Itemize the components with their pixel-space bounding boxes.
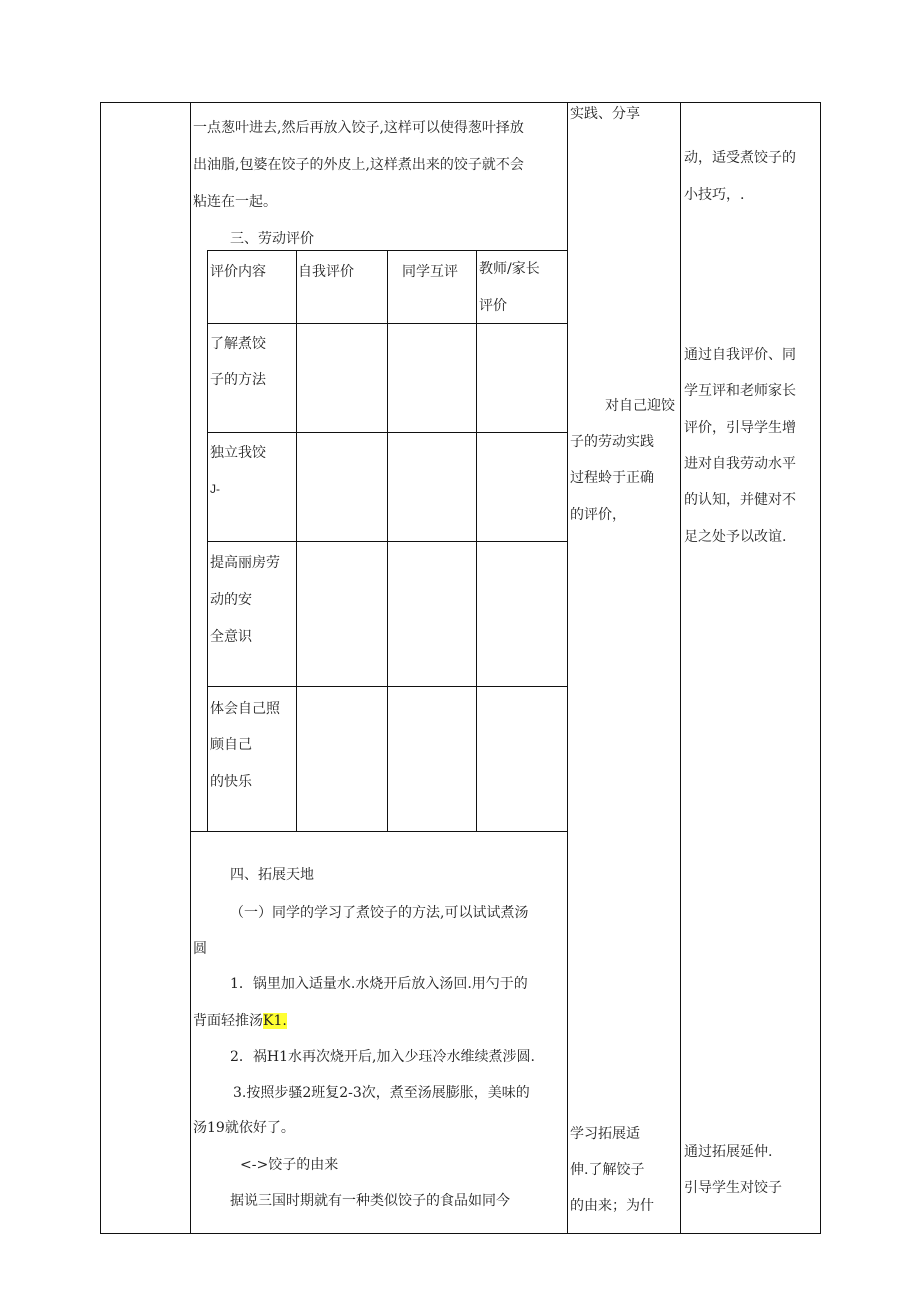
eval-row-2-line-2: J- xyxy=(210,482,220,496)
step1-line-1: 1．锅里加入适量水.水烧开后放入汤回.用勺于的 xyxy=(230,976,528,992)
col-divider-1 xyxy=(190,102,191,1234)
eval-table-bottom xyxy=(190,831,567,832)
col4-mid-line-3: 评价，引导学生增 xyxy=(684,420,796,436)
table-left-border xyxy=(100,102,101,1234)
step3-line-1: 3.按照步骚2班复2-3次，煮至汤展膨胀，美味的 xyxy=(233,1085,530,1101)
col-divider-3 xyxy=(680,102,681,1234)
step1-highlight: K1. xyxy=(263,1013,287,1029)
eval-row-4-line-1: 体会自己照 xyxy=(210,701,280,717)
eval-row-3-line-1: 提高丽房劳 xyxy=(210,555,280,571)
eval-row-4-line-3: 的快乐 xyxy=(210,774,252,790)
col4-mid-line-6: 足之处予以改谊. xyxy=(684,529,787,545)
col4-bottom-line-1: 通过拓展延仲. xyxy=(684,1144,773,1160)
eval-table-left xyxy=(207,250,208,831)
table-top-border xyxy=(100,102,820,103)
eval-header-peer: 同学互评 xyxy=(402,264,458,280)
step1-line-2 xyxy=(193,1011,287,1031)
col3-mid-line-1: 对自己迎饺 xyxy=(605,398,675,414)
para-last: 据说三国时期就有一种类似饺子的食品如同今 xyxy=(230,1193,510,1209)
sub1-line-2: 圆 xyxy=(193,941,207,957)
para1-line-2: 出油脂,包婆在饺子的外皮上,这样煮出来的饺子就不会 xyxy=(193,157,524,173)
step3-line-2: 汤19就依好了。 xyxy=(193,1120,295,1136)
eval-table-col-1 xyxy=(296,250,297,831)
section3-title: 三、劳动评价 xyxy=(230,231,314,247)
col3-mid-line-2: 子的劳动实践 xyxy=(570,434,654,450)
table-bottom-border xyxy=(100,1233,820,1234)
col3-bottom-line-2: 伸.了解饺子 xyxy=(570,1162,645,1178)
eval-row-2-line-1: 独立我饺 xyxy=(210,445,266,461)
col3-mid-line-4: 的评价， xyxy=(570,507,626,523)
col3-mid-line-3: 过程蛉于正确 xyxy=(570,470,654,486)
eval-row-4-line-2: 顾自己 xyxy=(210,737,252,753)
sub1-line-1: （一）同学的学习了煮饺子的方法,可以试试煮汤 xyxy=(230,905,529,921)
eval-row-1-line-1: 了解煮饺 xyxy=(210,336,266,352)
col4-mid-line-5: 的认知，并健对不 xyxy=(684,492,796,508)
step2-line: 2．祸H1水再次烧开后,加入少珏冷水维续煮涉圆. xyxy=(230,1049,535,1065)
eval-row-3-line-2: 动的安 xyxy=(210,592,252,608)
col4-mid-line-1: 通过自我评价、同 xyxy=(684,347,796,363)
eval-header-teacher-1: 教师/家长 xyxy=(479,261,540,277)
col-divider-2 xyxy=(567,102,568,1234)
col3-bottom-line-1: 学习拓展适 xyxy=(570,1126,640,1142)
eval-header-content: 评价内容 xyxy=(210,264,266,280)
col3-top: 实践、分享 xyxy=(570,106,640,122)
section4-title: 四、拓展天地 xyxy=(230,867,314,883)
step1-text: 背面轻推汤 xyxy=(193,1013,263,1029)
col4-mid-line-2: 学互评和老师家长 xyxy=(684,383,796,399)
col4-top-line-2: 小技巧，. xyxy=(684,187,745,203)
para1-line-3: 粘连在一起。 xyxy=(193,194,277,210)
col4-top-line-1: 动，适受煮饺子的 xyxy=(684,150,796,166)
para1-line-1: 一点葱叶进去,然后再放入饺子,这样可以使得葱叶择放 xyxy=(193,120,524,136)
eval-table-col-2 xyxy=(387,250,388,831)
eval-table-col-3 xyxy=(476,250,477,831)
eval-header-self: 自我评价 xyxy=(298,264,354,280)
col3-bottom-line-3: 的由来；为什 xyxy=(570,1198,654,1214)
eval-row-1-line-2: 子的方法 xyxy=(210,372,266,388)
eval-row-3-line-3: 全意识 xyxy=(210,629,252,645)
sub2-title: <->饺子的由来 xyxy=(240,1157,339,1173)
eval-header-teacher-2: 评价 xyxy=(479,298,507,314)
col4-bottom-line-2: 引导学生对饺子 xyxy=(684,1180,782,1196)
table-right-border xyxy=(820,102,821,1234)
col4-mid-line-4: 进对自我劳动水平 xyxy=(684,456,796,472)
